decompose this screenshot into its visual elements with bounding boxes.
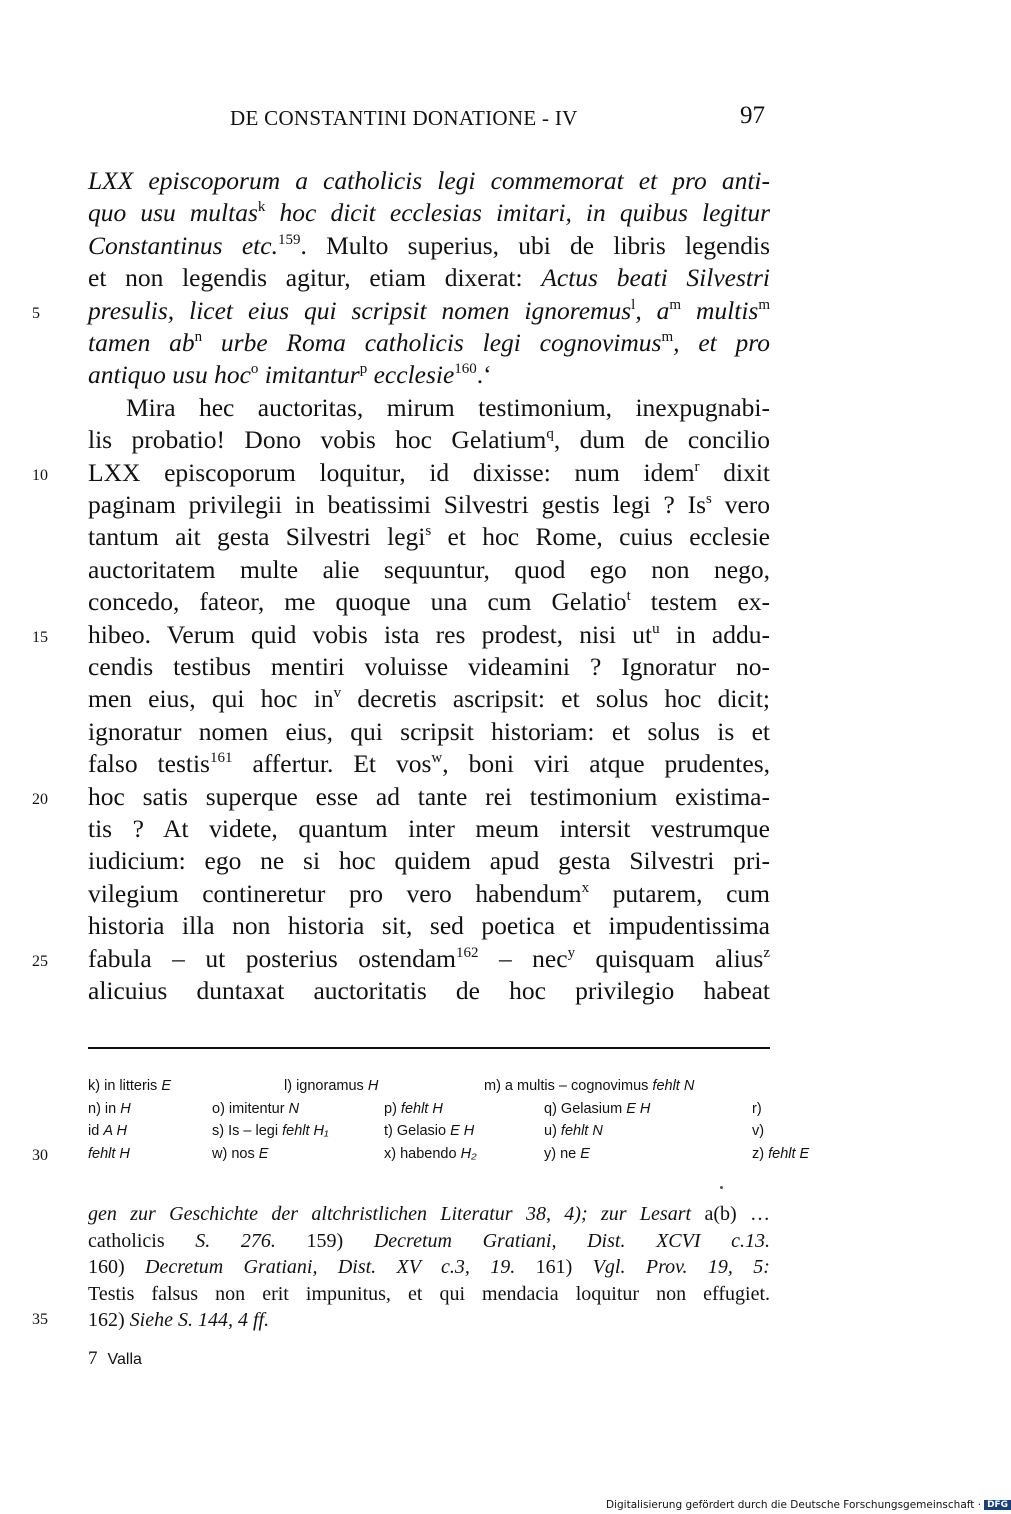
apparatus-entry bbox=[384, 1123, 474, 1139]
text-run: in addu- bbox=[659, 619, 770, 649]
text-line bbox=[88, 492, 770, 518]
text-line bbox=[88, 457, 770, 487]
footnote-marker: m bbox=[669, 296, 682, 313]
entry-siglum: fehlt N bbox=[652, 1078, 695, 1094]
text-run: Siehe S. 144, 4 ff. bbox=[129, 1309, 270, 1332]
footnote-marker: l bbox=[631, 296, 636, 313]
entry-lemma: o) imitentur bbox=[212, 1100, 289, 1117]
text-run: tantum ait gesta Silvestri legi bbox=[88, 522, 426, 552]
entry-lemma: m) a multis – cognovimus bbox=[484, 1078, 653, 1094]
entry-lemma: t) Gelasio bbox=[384, 1123, 451, 1140]
text-line bbox=[88, 751, 770, 777]
text-run: decretis ascripsit: et solus hoc dicit; bbox=[341, 684, 770, 714]
text-run: dixit bbox=[699, 457, 770, 487]
text-run: Mira hec auctoritas, mirum testimonium, inexpugnabi- bbox=[126, 392, 770, 422]
footnote-marker: s bbox=[706, 491, 712, 507]
entry-siglum: fehlt H bbox=[88, 1146, 130, 1163]
entry-lemma: v) bbox=[752, 1123, 765, 1140]
text-run: iudicium: ego ne si hoc quidem apud gesta Silvestri pri- bbox=[88, 846, 770, 876]
footnote-marker: k bbox=[257, 199, 266, 216]
text-run: auctoritatem multe alie sequuntur, quod ego non nego, bbox=[88, 554, 770, 584]
entry-lemma: k) in litteris bbox=[88, 1078, 162, 1094]
text-line bbox=[88, 392, 770, 422]
entry-lemma: id bbox=[88, 1123, 104, 1140]
text-run: 159) bbox=[275, 1229, 374, 1252]
footnote-divider bbox=[88, 1047, 770, 1049]
text-run: hibeo. Verum quid vobis ista res prodest, nisi ut bbox=[88, 619, 653, 649]
line-number: 30 bbox=[32, 1147, 48, 1165]
text-run: S. 276. bbox=[195, 1229, 276, 1252]
dfg-logo: DFG bbox=[984, 1500, 1011, 1510]
text-run: , boni viri atque prudentes, bbox=[442, 749, 771, 779]
note-line bbox=[88, 1309, 770, 1332]
line-number: 15 bbox=[32, 628, 48, 646]
text-line bbox=[88, 654, 770, 680]
apparatus-entry bbox=[484, 1078, 694, 1094]
text-run: alicuius duntaxat auctoritatis de hoc privilegio habeat bbox=[88, 976, 770, 1005]
text-line bbox=[88, 295, 770, 325]
text-run: antiquo usu hoc bbox=[88, 360, 251, 390]
entry-lemma: r) bbox=[752, 1100, 762, 1117]
apparatus-entry bbox=[88, 1101, 131, 1117]
entry-siglum: A H bbox=[103, 1123, 127, 1140]
apparatus-entry bbox=[284, 1078, 378, 1094]
text-run: ecclesie bbox=[367, 360, 455, 390]
text-line bbox=[88, 848, 770, 874]
footnote-marker: o bbox=[250, 361, 259, 378]
footnote-marker: 161 bbox=[209, 750, 233, 767]
text-run: concedo, fateor, me quoque una cum Gelatio bbox=[88, 587, 627, 617]
apparatus-entry bbox=[752, 1123, 764, 1139]
digitization-credit bbox=[606, 1499, 1011, 1511]
text-run: et hoc Rome, cuius ecclesie bbox=[431, 522, 770, 552]
note-line bbox=[88, 1230, 770, 1253]
bottom-note bbox=[88, 1348, 142, 1370]
footnote-marker: 162 bbox=[455, 944, 479, 961]
entry-lemma: n) in bbox=[88, 1100, 121, 1117]
entry-lemma: z) bbox=[752, 1146, 769, 1163]
text-line bbox=[88, 200, 770, 226]
footnote-marker: s bbox=[425, 523, 432, 540]
entry-lemma: s) Is – legi bbox=[212, 1123, 283, 1140]
line-number: 20 bbox=[32, 790, 48, 808]
apparatus-entry bbox=[384, 1101, 443, 1117]
credit-text: Digitalisierung gefördert durch die Deutsche Forschungsgemeinschaft · bbox=[606, 1499, 982, 1511]
text-line bbox=[88, 943, 770, 973]
entry-siglum: H bbox=[120, 1100, 131, 1117]
footnote-marker: 159 bbox=[277, 231, 301, 248]
text-run: . Multo superius, ubi de libris legendis bbox=[300, 230, 770, 260]
entry-lemma: x) habendo bbox=[384, 1146, 461, 1163]
text-run: 160) bbox=[88, 1256, 146, 1279]
entry-lemma: l) ignoramus bbox=[284, 1078, 368, 1094]
text-run: fabula – ut posterius ostendam bbox=[88, 943, 456, 973]
footnote-marker: x bbox=[581, 879, 590, 896]
text-run: .‘ bbox=[476, 360, 492, 390]
note-line bbox=[88, 1203, 770, 1226]
entry-siglum: E bbox=[258, 1146, 269, 1163]
footnote-marker: r bbox=[694, 458, 700, 475]
apparatus-entry bbox=[384, 1146, 477, 1162]
text-line bbox=[88, 168, 770, 194]
footnote-marker: v bbox=[333, 685, 342, 702]
text-line bbox=[88, 524, 770, 550]
text-line bbox=[88, 913, 770, 939]
footnote-marker: u bbox=[652, 620, 660, 637]
text-run: putarem, cum bbox=[589, 878, 771, 908]
note-line bbox=[88, 1256, 770, 1279]
text-run: ignoratur nomen eius, qui scripsit historiam: et solus is et bbox=[88, 716, 770, 746]
text-run: presulis, licet eius qui scripsit nomen ignoremus bbox=[88, 295, 632, 325]
entry-siglum: N bbox=[288, 1100, 300, 1117]
line-number: 10 bbox=[32, 466, 48, 484]
text-line bbox=[88, 686, 770, 712]
apparatus-entry bbox=[212, 1101, 299, 1117]
text-run: hoc dicit ecclesias imitari, in quibus legitur bbox=[265, 198, 770, 228]
apparatus-entry bbox=[544, 1123, 603, 1139]
text-run: , dum de concilio bbox=[553, 425, 770, 455]
text-line bbox=[88, 330, 770, 356]
speck-mark bbox=[720, 1186, 723, 1189]
entry-siglum: E H bbox=[450, 1123, 475, 1140]
footnote-marker: m bbox=[758, 296, 770, 313]
text-run: quo usu multas bbox=[88, 198, 258, 228]
footnote-marker: y bbox=[567, 944, 576, 961]
text-line bbox=[88, 230, 770, 260]
apparatus-entry bbox=[544, 1146, 590, 1162]
text-run: 162) bbox=[88, 1309, 130, 1332]
entry-lemma: u) bbox=[544, 1123, 561, 1140]
text-run: a(b) … bbox=[704, 1203, 771, 1225]
footnote-marker: t bbox=[626, 588, 631, 605]
text-run: vero bbox=[711, 490, 771, 519]
text-line bbox=[88, 781, 770, 811]
text-run: multis bbox=[681, 295, 759, 325]
text-line bbox=[88, 716, 770, 746]
text-run: Constantinus etc. bbox=[88, 230, 278, 260]
text-run: Testis falsus non erit impunitus, et qui mendacia loquitur non effugiet. bbox=[88, 1282, 770, 1305]
text-run: cendis testibus mentiri voluisse videamini ? Ignoratur no- bbox=[88, 652, 770, 681]
apparatus-entry bbox=[544, 1101, 650, 1117]
text-run: tis ? At videte, quantum inter meum intersit vestrumque bbox=[88, 814, 770, 843]
text-line bbox=[88, 589, 770, 615]
apparatus-entry bbox=[752, 1101, 762, 1117]
text-run: Decretum Gratiani, Dist. XCVI c.13. bbox=[373, 1229, 771, 1252]
text-run: Vgl. Prov. 19, 5: bbox=[592, 1256, 770, 1279]
text-run: falso testis bbox=[88, 749, 210, 779]
text-line bbox=[88, 554, 770, 584]
footnote-marker: 160 bbox=[454, 361, 477, 378]
footnote-marker: m bbox=[661, 329, 674, 345]
footnote-marker: z bbox=[763, 944, 770, 961]
text-run: LXX episcoporum a catholicis legi commemorat et pro anti- bbox=[88, 166, 770, 195]
text-run: affertur. Et vos bbox=[232, 749, 432, 779]
text-line bbox=[88, 362, 770, 388]
text-line bbox=[88, 816, 770, 842]
text-run: gen zur Geschichte der altchristlichen Literatur 38, 4); zur Lesart bbox=[88, 1203, 705, 1225]
entry-siglum: H bbox=[367, 1078, 379, 1094]
entry-siglum: fehlt H₁ bbox=[282, 1123, 329, 1140]
apparatus-entry bbox=[752, 1146, 809, 1162]
text-run: – nec bbox=[478, 943, 568, 973]
text-run: quisquam alius bbox=[575, 943, 764, 973]
text-run: 161) bbox=[515, 1256, 593, 1279]
running-title: DE CONSTANTINI DONATIONE - IV bbox=[230, 106, 578, 130]
text-run: lis probatio! Dono vobis hoc Gelatium bbox=[88, 425, 547, 455]
entry-lemma: y) ne bbox=[544, 1146, 581, 1163]
text-run: paginam privilegii in beatissimi Silvestri gestis legi ? Is bbox=[88, 490, 707, 519]
entry-lemma: p) bbox=[384, 1100, 401, 1117]
apparatus-entry bbox=[88, 1146, 130, 1162]
text-run: hoc satis superque esse ad tante rei testimonium existima- bbox=[88, 781, 770, 811]
text-line bbox=[88, 619, 770, 649]
text-run: tamen ab bbox=[88, 328, 195, 357]
text-line bbox=[88, 427, 770, 453]
text-run: , et pro bbox=[673, 328, 770, 357]
text-line bbox=[88, 878, 771, 908]
entry-lemma: w) nos bbox=[212, 1146, 259, 1163]
entry-siglum: E bbox=[580, 1146, 590, 1163]
text-line bbox=[88, 265, 770, 291]
line-number: 25 bbox=[32, 952, 48, 970]
text-run: et non legendis agitur, etiam dixerat: bbox=[88, 263, 542, 293]
text-run: urbe Roma catholicis legi cognovimus bbox=[202, 328, 662, 357]
footnote-marker: p bbox=[359, 361, 368, 378]
entry-siglum: fehlt H bbox=[400, 1100, 443, 1117]
line-number: 35 bbox=[32, 1311, 48, 1329]
entry-siglum: H₂ bbox=[460, 1146, 477, 1163]
note-line bbox=[88, 1283, 770, 1306]
text-run: Decretum Gratiani, Dist. XV c.3, 19. bbox=[145, 1256, 516, 1279]
footnote-marker: q bbox=[546, 426, 554, 443]
bottom-note-number: 7 bbox=[88, 1348, 98, 1369]
text-run: historia illa non historia sit, sed poetica et impudentissima bbox=[88, 911, 770, 941]
text-line bbox=[88, 978, 770, 1004]
page-number: 97 bbox=[740, 102, 765, 129]
bottom-note-text: Valla bbox=[107, 1351, 142, 1368]
text-run: imitantur bbox=[258, 360, 360, 390]
footnote-marker: w bbox=[431, 750, 443, 767]
text-run: men eius, qui hoc in bbox=[88, 684, 334, 714]
entry-siglum: fehlt E bbox=[768, 1146, 810, 1163]
entry-siglum: E bbox=[161, 1078, 171, 1094]
apparatus-entry bbox=[88, 1078, 171, 1094]
entry-lemma: q) Gelasium bbox=[544, 1100, 627, 1117]
text-run: LXX episcoporum loquitur, id dixisse: num idem bbox=[88, 457, 695, 487]
entry-siglum: E H bbox=[626, 1100, 651, 1117]
text-run: testem ex- bbox=[630, 587, 770, 617]
text-run: Actus beati Silvestri bbox=[541, 263, 770, 293]
footnote-marker: n bbox=[194, 329, 203, 345]
entry-siglum: fehlt N bbox=[560, 1123, 603, 1140]
line-number: 5 bbox=[32, 304, 40, 322]
apparatus-entry bbox=[212, 1146, 268, 1162]
text-run: , a bbox=[635, 295, 670, 325]
apparatus-entry bbox=[88, 1123, 127, 1139]
apparatus-entry bbox=[212, 1123, 329, 1139]
text-run: catholicis bbox=[88, 1229, 196, 1252]
text-run: vilegium contineretur pro vero habendum bbox=[88, 878, 582, 908]
